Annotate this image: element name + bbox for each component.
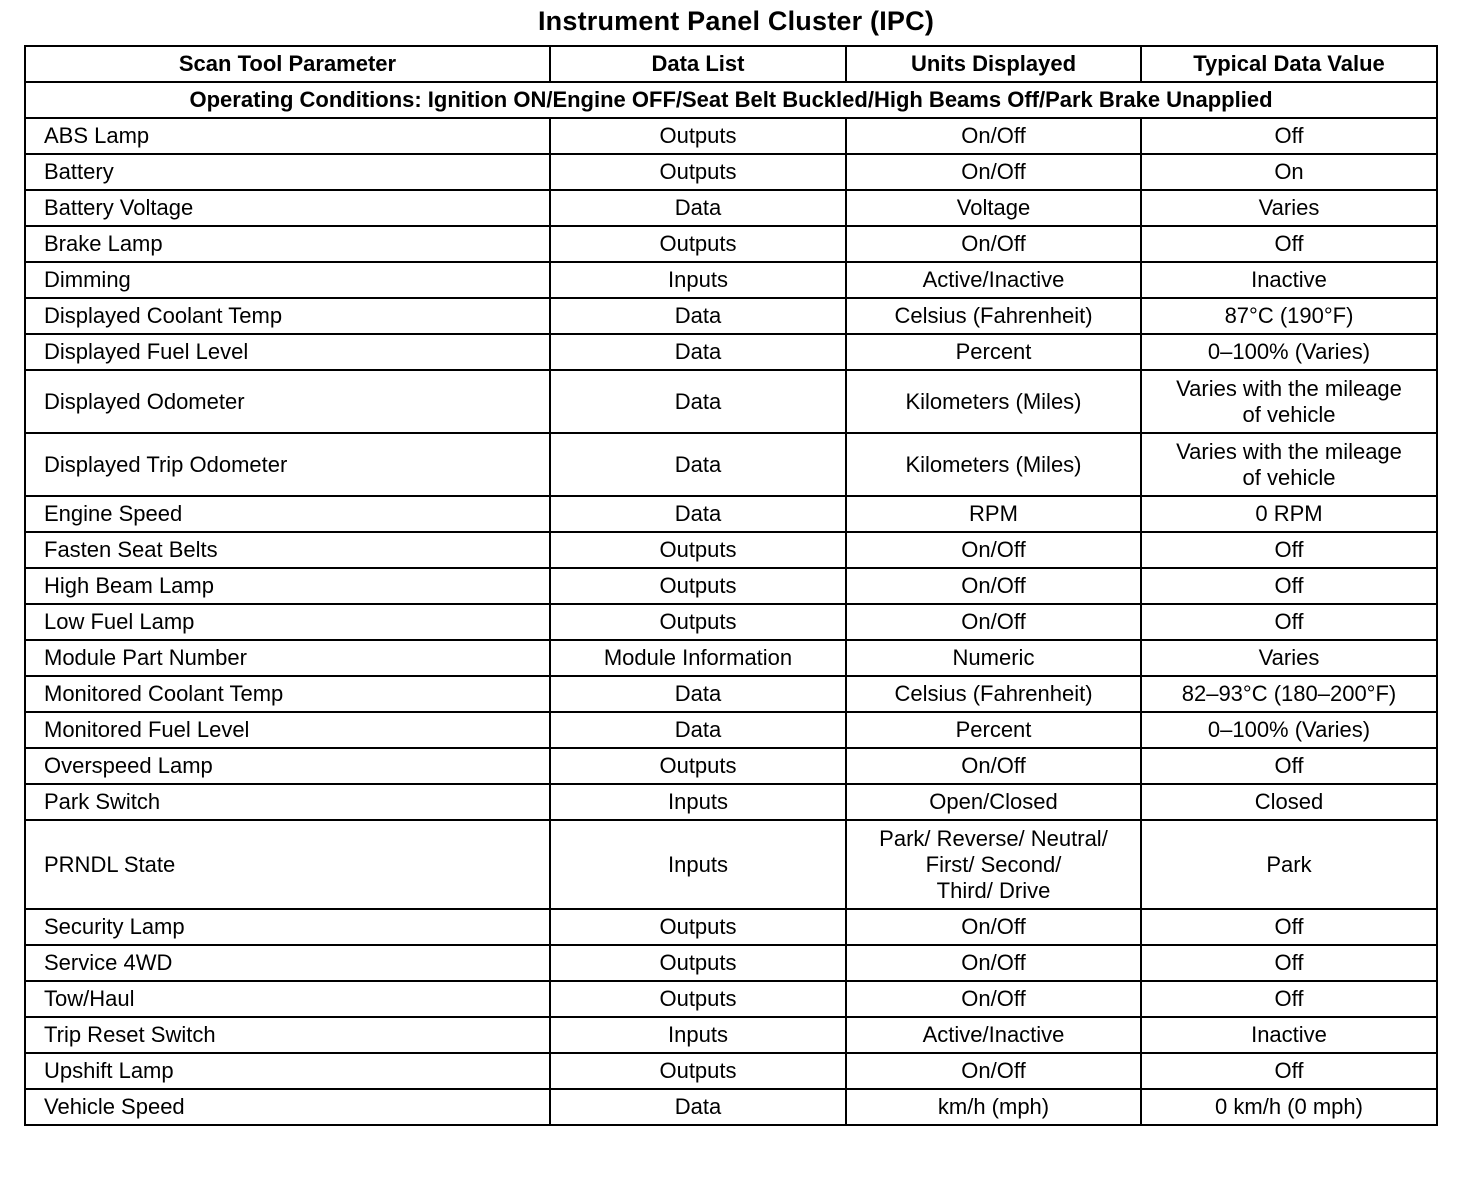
data-list-cell: Outputs [550, 568, 846, 604]
units-cell: On/Off [846, 748, 1141, 784]
param-cell: Monitored Coolant Temp [25, 676, 550, 712]
data-list-cell: Outputs [550, 604, 846, 640]
units-cell: On/Off [846, 1053, 1141, 1089]
param-cell: Overspeed Lamp [25, 748, 550, 784]
data-list-cell: Data [550, 1089, 846, 1125]
units-cell: km/h (mph) [846, 1089, 1141, 1125]
operating-conditions: Operating Conditions: Ignition ON/Engine OFF/Seat Belt Buckled/High Beams Off/Park Brake Unapplied [25, 82, 1437, 118]
units-cell: On/Off [846, 226, 1141, 262]
units-cell: Kilometers (Miles) [846, 370, 1141, 433]
units-cell: RPM [846, 496, 1141, 532]
table-row [25, 1053, 1437, 1089]
param-cell: Displayed Fuel Level [25, 334, 550, 370]
data-list-cell: Data [550, 370, 846, 433]
table-row [25, 118, 1437, 154]
table-row [25, 226, 1437, 262]
ipc-data-table [24, 45, 1438, 1126]
units-cell: On/Off [846, 532, 1141, 568]
param-cell: Dimming [25, 262, 550, 298]
table-row [25, 640, 1437, 676]
typical-value-cell: 0 km/h (0 mph) [1141, 1089, 1437, 1125]
data-list-cell: Outputs [550, 748, 846, 784]
data-list-cell: Module Information [550, 640, 846, 676]
data-list-cell: Outputs [550, 981, 846, 1017]
units-cell: Numeric [846, 640, 1141, 676]
table-row [25, 154, 1437, 190]
param-cell: Security Lamp [25, 909, 550, 945]
units-cell: Percent [846, 712, 1141, 748]
data-list-cell: Outputs [550, 118, 846, 154]
table-row [25, 496, 1437, 532]
data-list-cell: Data [550, 298, 846, 334]
table-row [25, 334, 1437, 370]
data-list-cell: Inputs [550, 784, 846, 820]
table-row [25, 676, 1437, 712]
data-list-cell: Data [550, 676, 846, 712]
param-cell: Monitored Fuel Level [25, 712, 550, 748]
typical-value-cell: 0–100% (Varies) [1141, 334, 1437, 370]
table-row [25, 532, 1437, 568]
units-cell: On/Off [846, 568, 1141, 604]
header-units-displayed: Units Displayed [846, 46, 1141, 82]
data-list-cell: Data [550, 190, 846, 226]
units-cell: On/Off [846, 945, 1141, 981]
typical-value-cell: Off [1141, 945, 1437, 981]
table-row [25, 604, 1437, 640]
typical-value-cell: Inactive [1141, 1017, 1437, 1053]
param-cell: Brake Lamp [25, 226, 550, 262]
param-cell: Displayed Trip Odometer [25, 433, 550, 496]
data-list-cell: Outputs [550, 154, 846, 190]
param-cell: Displayed Odometer [25, 370, 550, 433]
typical-value-cell: Off [1141, 748, 1437, 784]
header-scan-tool-parameter: Scan Tool Parameter [25, 46, 550, 82]
param-cell: Engine Speed [25, 496, 550, 532]
table-row [25, 820, 1437, 909]
param-cell: Tow/Haul [25, 981, 550, 1017]
units-cell: Kilometers (Miles) [846, 433, 1141, 496]
param-cell: Service 4WD [25, 945, 550, 981]
typical-value-cell: Off [1141, 118, 1437, 154]
table-row [25, 298, 1437, 334]
table-row [25, 262, 1437, 298]
param-cell: ABS Lamp [25, 118, 550, 154]
units-cell: Active/Inactive [846, 1017, 1141, 1053]
typical-value-cell: Off [1141, 226, 1437, 262]
param-cell: Trip Reset Switch [25, 1017, 550, 1053]
operating-conditions-row [25, 82, 1437, 118]
data-list-cell: Outputs [550, 226, 846, 262]
header-data-list: Data List [550, 46, 846, 82]
table-row [25, 1017, 1437, 1053]
data-list-cell: Outputs [550, 909, 846, 945]
data-list-cell: Inputs [550, 1017, 846, 1053]
typical-value-cell: Closed [1141, 784, 1437, 820]
data-list-cell: Data [550, 712, 846, 748]
param-cell: Fasten Seat Belts [25, 532, 550, 568]
data-list-cell: Data [550, 496, 846, 532]
typical-value-cell: Park [1141, 820, 1437, 909]
typical-value-cell: Off [1141, 909, 1437, 945]
units-cell: On/Off [846, 909, 1141, 945]
param-cell: Battery [25, 154, 550, 190]
units-cell: Celsius (Fahrenheit) [846, 676, 1141, 712]
units-cell: Park/ Reverse/ Neutral/ First/ Second/ Third/ Drive [846, 820, 1141, 909]
typical-value-cell: 0–100% (Varies) [1141, 712, 1437, 748]
table-row [25, 433, 1437, 496]
table-header-row [25, 46, 1437, 82]
data-list-cell: Outputs [550, 1053, 846, 1089]
typical-value-cell: Off [1141, 604, 1437, 640]
table-row [25, 568, 1437, 604]
typical-value-cell: Varies with the mileage of vehicle [1141, 433, 1437, 496]
typical-value-cell: 87°C (190°F) [1141, 298, 1437, 334]
typical-value-cell: Off [1141, 532, 1437, 568]
units-cell: On/Off [846, 154, 1141, 190]
param-cell: Upshift Lamp [25, 1053, 550, 1089]
table-row [25, 981, 1437, 1017]
param-cell: Module Part Number [25, 640, 550, 676]
data-list-cell: Data [550, 334, 846, 370]
typical-value-cell: Varies [1141, 640, 1437, 676]
units-cell: Celsius (Fahrenheit) [846, 298, 1141, 334]
table-row [25, 945, 1437, 981]
header-typical-data-value: Typical Data Value [1141, 46, 1437, 82]
units-cell: On/Off [846, 118, 1141, 154]
typical-value-cell: Varies [1141, 190, 1437, 226]
table-row [25, 712, 1437, 748]
data-list-cell: Outputs [550, 945, 846, 981]
typical-value-cell: Off [1141, 981, 1437, 1017]
table-row [25, 1089, 1437, 1125]
typical-value-cell: On [1141, 154, 1437, 190]
data-list-cell: Inputs [550, 820, 846, 909]
param-cell: Park Switch [25, 784, 550, 820]
param-cell: High Beam Lamp [25, 568, 550, 604]
table-row [25, 370, 1437, 433]
typical-value-cell: Off [1141, 568, 1437, 604]
param-cell: Displayed Coolant Temp [25, 298, 550, 334]
table-row [25, 909, 1437, 945]
param-cell: Low Fuel Lamp [25, 604, 550, 640]
units-cell: Percent [846, 334, 1141, 370]
typical-value-cell: 0 RPM [1141, 496, 1437, 532]
param-cell: Battery Voltage [25, 190, 550, 226]
param-cell: PRNDL State [25, 820, 550, 909]
units-cell: Active/Inactive [846, 262, 1141, 298]
typical-value-cell: Inactive [1141, 262, 1437, 298]
typical-value-cell: Off [1141, 1053, 1437, 1089]
table-row [25, 190, 1437, 226]
typical-value-cell: Varies with the mileage of vehicle [1141, 370, 1437, 433]
param-cell: Vehicle Speed [25, 1089, 550, 1125]
table-row [25, 784, 1437, 820]
units-cell: Voltage [846, 190, 1141, 226]
page-title: Instrument Panel Cluster (IPC) [537, 6, 935, 36]
data-list-cell: Outputs [550, 532, 846, 568]
data-list-cell: Inputs [550, 262, 846, 298]
table-row [25, 748, 1437, 784]
units-cell: On/Off [846, 604, 1141, 640]
typical-value-cell: 82–93°C (180–200°F) [1141, 676, 1437, 712]
units-cell: Open/Closed [846, 784, 1141, 820]
units-cell: On/Off [846, 981, 1141, 1017]
data-list-cell: Data [550, 433, 846, 496]
